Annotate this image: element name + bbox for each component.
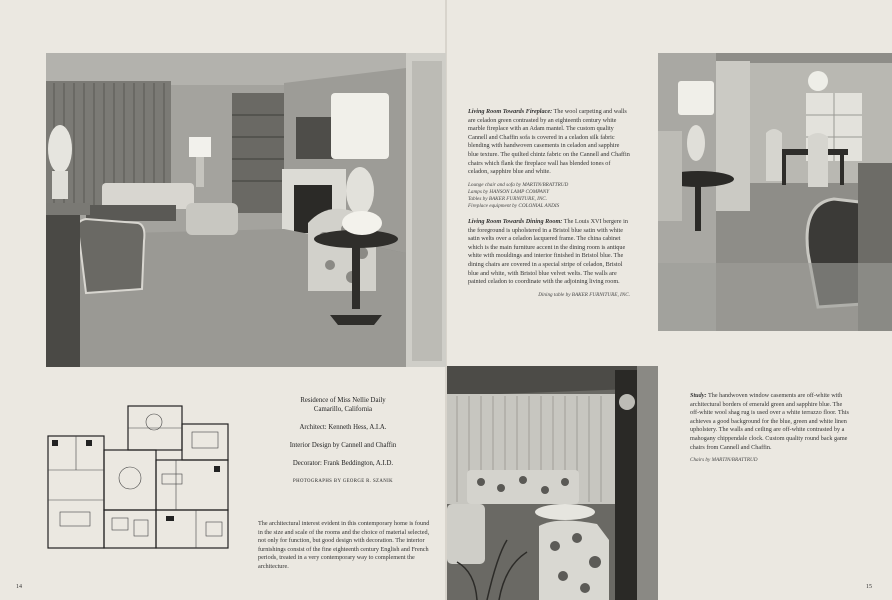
fireplace-credit-4: Fireplace equipment by COLONIAL ANDIS <box>468 202 560 209</box>
page-number-left: 14 <box>16 584 22 590</box>
intro-paragraph <box>258 520 430 577</box>
living-room-photo <box>46 53 446 367</box>
dining-room-photo <box>658 53 892 331</box>
study-caption <box>690 392 850 464</box>
residence-name: Residence of Miss Nellie Daily <box>300 397 386 404</box>
floor-plan-drawing <box>46 400 232 550</box>
photographer-credit: PHOTOGRAPHS BY GEORGE R. SZANIK <box>293 479 393 484</box>
fireplace-credit-3: Tables by BAKER FURNITURE, INC. <box>468 195 548 202</box>
study-photo <box>447 366 658 600</box>
fireplace-paragraph <box>468 108 630 177</box>
dining-caption <box>468 218 630 299</box>
dining-credit: Dining table by BAKER FURNITURE, INC. <box>538 291 630 298</box>
study-lead: Study: <box>690 392 707 399</box>
dining-paragraph <box>468 218 630 287</box>
dining-text: The Louis XVI bergere in the foreground is upholstered in a Bristol blue satin with white satin welts over a celadon lacquered frame. The china cabinet which is the main furniture accent in the dining room is antique white with mouldings and interior finished in Bristol blue. The dining chairs are covered in a special stripe of celadon, Bristol blue and white, with Bristol blue velvet welts. The walls are painted celadon to coordinate with the adjoining living room. <box>468 218 628 286</box>
study-text: The handwoven window casements are off-white with architectural borders of emerald green and sapphire blue. The off-white wool shag rug is used over a white terrazzo floor. This achieves a good background for the blue, green and white linen upholstery. The walls and ceiling are off-white contrasted by a mahogany chippendale clock. Custom quality round back game chairs from Cannell and Chaffin. <box>690 392 849 451</box>
study-paragraph <box>690 392 850 452</box>
project-credits <box>258 396 428 495</box>
fireplace-credit-2: Lamps by HANSON LAMP COMPANY <box>468 188 550 195</box>
fireplace-lead: Living Room Towards Fireplace: <box>468 108 553 115</box>
fireplace-credit-1: Lounge chair and sofa by MARTIN/BRATTRUD <box>468 181 569 188</box>
residence-location: Camarillo, California <box>313 406 373 413</box>
architect-credit: Architect: Kenneth Hess, A.I.A. <box>299 424 387 431</box>
fireplace-caption <box>468 108 630 210</box>
intro-text: The architectural interest evident in this contemporary home is found in the size and scale of the rooms and the choice of material selected, not only for function, but good design with decoration. The interior furnishings consist of the fine eighteenth century English and French periods, treated in a very contemporary way to complement the architecture. <box>258 520 430 570</box>
page-number-right: 15 <box>866 584 872 590</box>
dining-lead: Living Room Towards Dining Room: <box>468 218 563 225</box>
study-credit: Chairs by MARTIN/BRATTRUD <box>690 457 758 464</box>
fireplace-text: The wool carpeting and walls are celadon green contrasted by an eighteenth century white marble fireplace with an Adam mantel. The custom quality Cannell and Chaffin sofa is covered in a celadon silk fabric blending with handwoven casements in celadon and sapphire blue texture. The quilted chintz fabric on the Cannell and Chaffin chairs which flank the fireplace wall has blended tones of celadon, sapphire blue and white. <box>468 108 630 176</box>
decorator-credit: Decorator: Frank Beddington, A.I.D. <box>292 460 394 467</box>
interior-design-credit: Interior Design by Cannell and Chaffin <box>289 442 397 449</box>
